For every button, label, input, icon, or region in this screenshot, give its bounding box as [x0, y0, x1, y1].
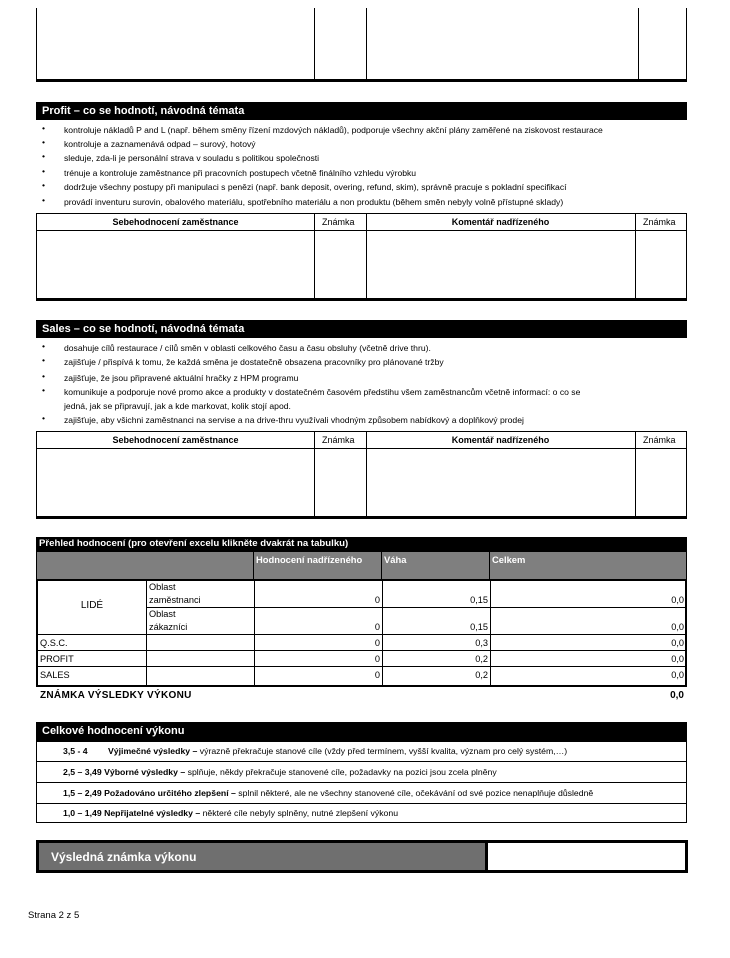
manager-score: 0 [374, 654, 380, 664]
row-label: zákazníci [149, 622, 188, 632]
profit-bullets: • kontroluje nákladů P and L (např. během směny řízení mzdových nákladů), podporuje všechny akční plány zaměřené na ziskovost restaurace • kontroluje a zaznamenává odpad – surový, hotový • sleduje, zda-li je personální strava v souladu s politikou společnosti • trénuje a kontroluje zaměstnance při pracovních postupech včetně finálního vzhledu výrobku • dodržuje všechny postupy při manipulaci s penězi (např. bank deposit, overing, refund, skim), správně pracuje s pokladní specifikací • provádí inventuru surovin, obalového materiálu, spotřebního materiálu a non produktu (během směn nebyly volně přístupné sklady) [42, 123, 603, 207]
row-label: zaměstnanci [149, 595, 201, 605]
grade-header: Známka [322, 217, 355, 227]
rating-range: 2,5 – 3,49 [63, 767, 102, 777]
page-number: Strana 2 z 5 [28, 910, 80, 921]
weight-value: 0,15 [470, 595, 488, 605]
sales-eval-table [36, 431, 687, 519]
weight-value: 0,2 [475, 670, 488, 680]
row-label: Oblast [149, 609, 176, 619]
manager-grade-field[interactable] [637, 232, 685, 296]
rating-range: 1,5 – 2,49 [63, 788, 102, 798]
col-total-header: Celkem [492, 554, 526, 565]
total-value: 0,0 [671, 670, 684, 680]
rating-item [63, 808, 398, 818]
grade-header: Známka [322, 435, 355, 445]
manager-grade-field[interactable] [637, 450, 685, 514]
manager-score: 0 [374, 595, 380, 605]
final-grade-label: Výsledná známka výkonu [51, 850, 197, 864]
overall-list [36, 741, 687, 823]
manager-comment-field[interactable] [368, 232, 634, 296]
rating-name: Požadováno určitého zlepšení – [104, 788, 236, 798]
profit-eval-table [36, 213, 687, 301]
comment-header: Komentář nadřízeného [451, 435, 550, 445]
col-manager-header: Hodnocení nadřízeného [256, 554, 363, 565]
row-label: SALES [40, 670, 70, 680]
rating-range: 3,5 - 4 [63, 746, 88, 756]
rating-item [63, 767, 497, 777]
weight-value: 0,2 [475, 654, 488, 664]
self-eval-field[interactable] [38, 232, 313, 296]
row-label: PROFIT [40, 654, 74, 664]
grade-header: Známka [643, 435, 676, 445]
rating-name: Výborné výsledky – [104, 767, 186, 777]
self-eval-header: Sebehodnocení zaměstnance [112, 217, 239, 227]
comment-header: Komentář nadřízeného [451, 217, 550, 227]
final-grade-label-cell [39, 843, 485, 870]
weight-value: 0,3 [475, 638, 488, 648]
rating-item [63, 788, 593, 798]
total-value: 0,0 [671, 638, 684, 648]
grade-header: Známka [643, 217, 676, 227]
sales-header: Sales – co se hodnotí, návodná témata [36, 320, 687, 338]
total-value: 0,0 [671, 595, 684, 605]
weight-value: 0,15 [470, 622, 488, 632]
self-grade-field[interactable] [316, 232, 365, 296]
manager-score: 0 [374, 638, 380, 648]
row-label: Q.S.C. [40, 638, 68, 648]
self-eval-header: Sebehodnocení zaměstnance [112, 435, 239, 445]
manager-score: 0 [374, 622, 380, 632]
self-eval-field[interactable] [38, 450, 313, 514]
rating-desc: některé cíle nebyly splněny, nutné zlepšení výkonu [200, 808, 399, 818]
result-value: 0,0 [670, 690, 684, 701]
col-weight-header: Váha [384, 554, 407, 565]
total-value: 0,0 [671, 622, 684, 632]
overall-header: Celkové hodnocení výkonu [36, 722, 687, 741]
rating-name: Výjimečné výsledky – [108, 746, 198, 756]
final-grade-box [36, 840, 688, 873]
overview-table[interactable] [36, 580, 687, 687]
rating-desc: výrazně překračuje stanové cíle (vždy před termínem, vyšší kvalita, význam pro celý systém,…) [197, 746, 568, 756]
manager-comment-field[interactable] [368, 450, 634, 514]
top-eval-table [36, 8, 687, 82]
rating-desc: splňuje, někdy překračuje stanovené cíle, požadavky na pozici jsou zcela plněny [185, 767, 497, 777]
result-label: ZNÁMKA VÝSLEDKY VÝKONU [40, 690, 192, 701]
rating-item [63, 746, 567, 756]
manager-score: 0 [374, 670, 380, 680]
sales-bullets: • dosahuje cílů restaurace / cílů směn v oblasti celkového času a času obsluhy (včetně drive thru). • zajišťuje / přispívá k tomu, že každá směna je dostatečně obsazena pracovníky pro plánované tržby • zajišťuje, že jsou připravené aktuální hračky z HPM programu • komunikuje a podporuje nové promo akce a produkty v dostatečném časovém předstihu všem zaměstnancům včetně informací: o co se jedná, jak se připravují, jak a kde markovat, kolik stojí apod. • zajišťuje, aby všichni zaměstnanci na servise a na drive-thru využívali vhodným způsobem nabídkový a doplňkový prodej [42, 341, 581, 425]
rating-desc: splnil některé, ale ne všechny stanovené cíle, očekávání od své pozice nenaplňuje důsledně [235, 788, 594, 798]
rating-name: Nepřijatelné výsledky – [104, 808, 201, 818]
rating-range: 1,0 – 1,49 [63, 808, 102, 818]
overview-col-header-row [36, 551, 687, 580]
final-grade-field[interactable] [488, 843, 685, 870]
group-people-label: LIDÉ [80, 600, 104, 611]
row-label: Oblast [149, 582, 176, 592]
profit-header: Profit – co se hodnotí, návodná témata [36, 102, 687, 120]
total-value: 0,0 [671, 654, 684, 664]
overview-header: Přehled hodnocení (pro otevření excelu klikněte dvakrát na tabulku) [36, 537, 687, 551]
self-grade-field[interactable] [316, 450, 365, 514]
